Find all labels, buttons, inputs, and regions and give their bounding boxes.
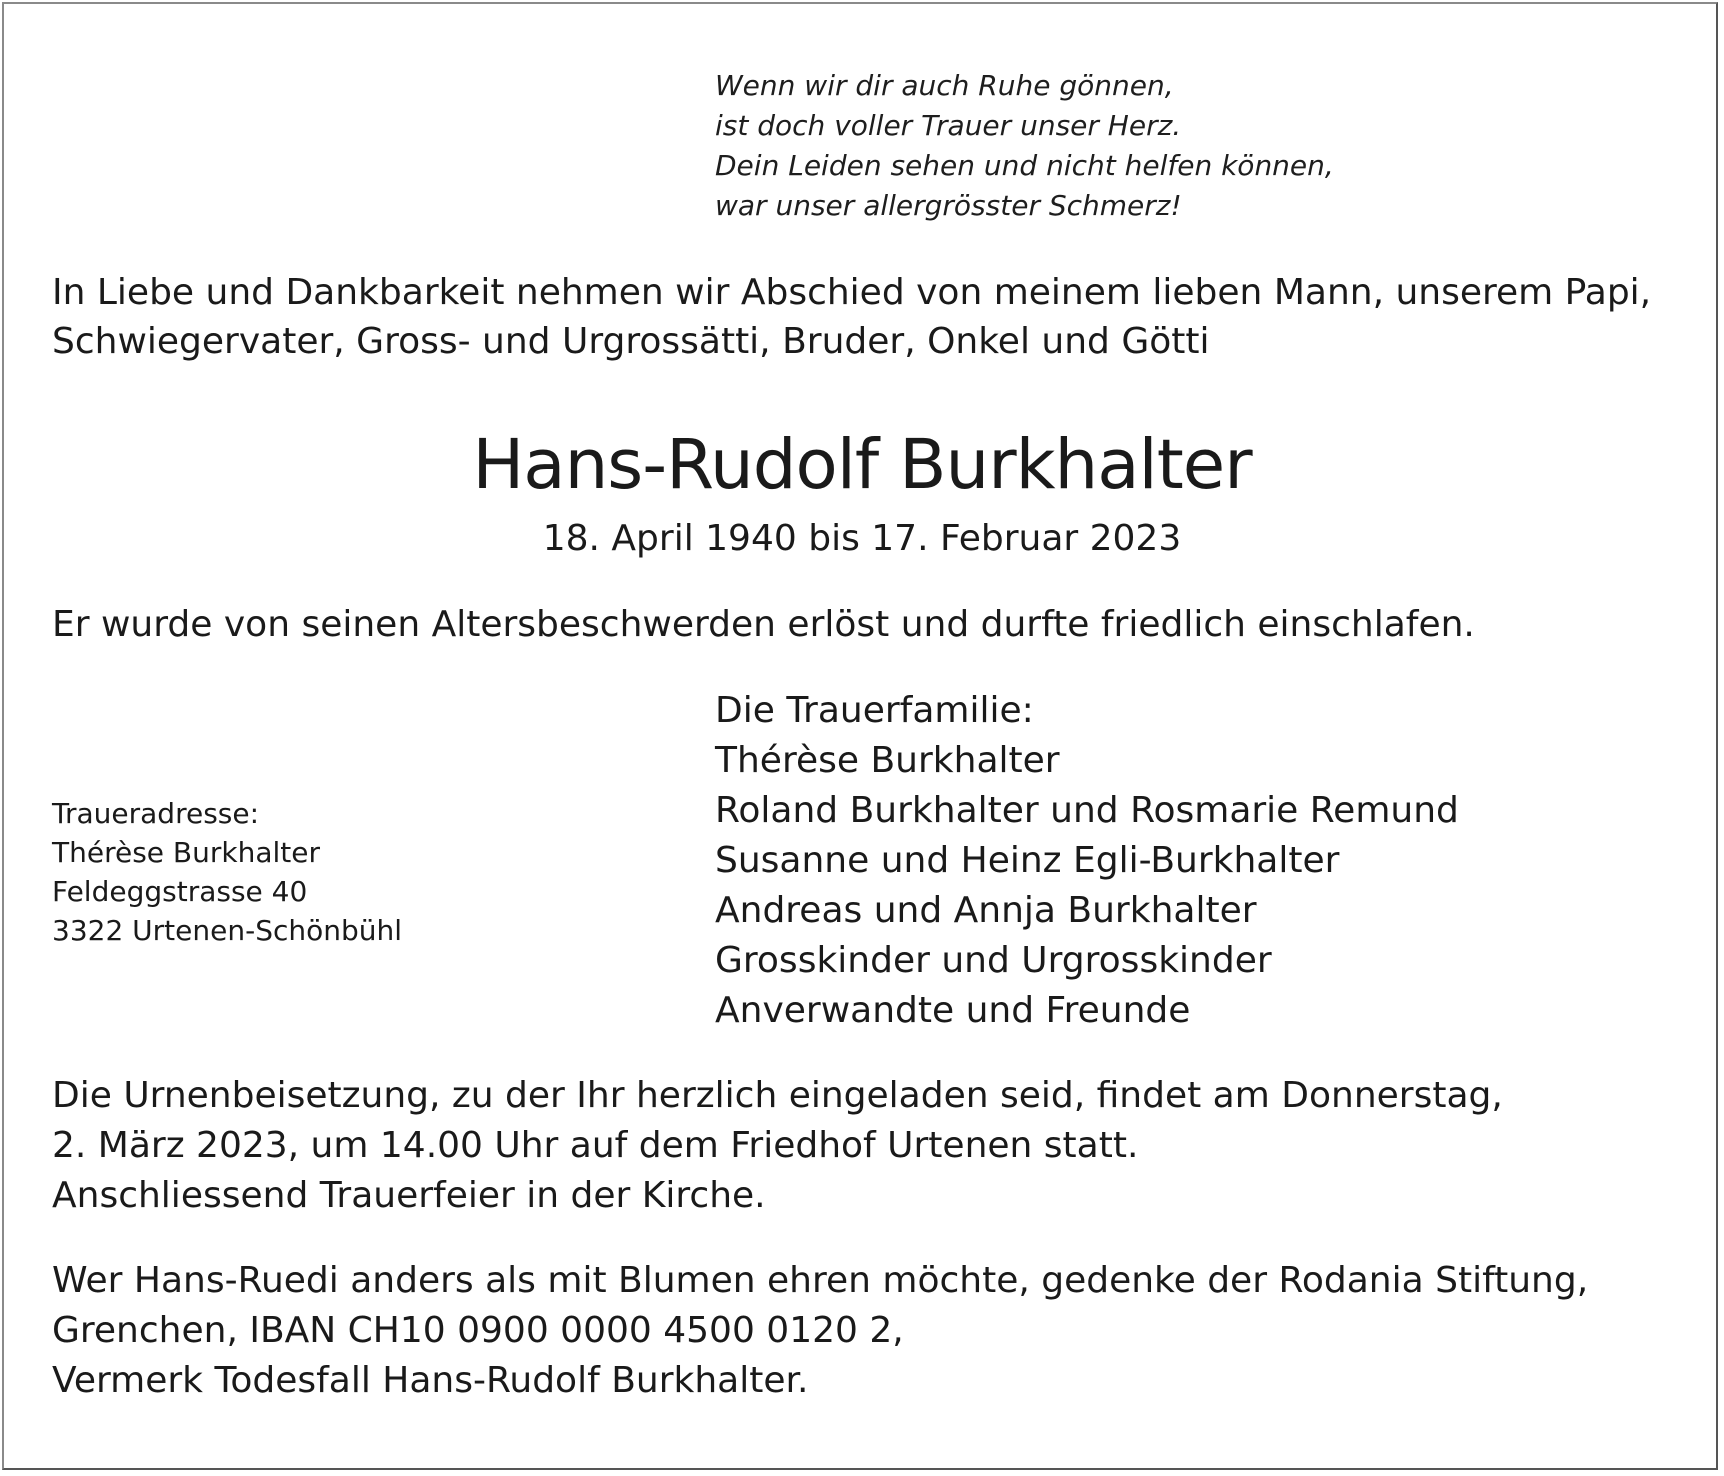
funeral-line: 2. März 2023, um 14.00 Uhr auf dem Friedhof Urtenen statt. [52,1125,1139,1166]
intro-line: Schwiegervater, Gross- und Urgrossätti, Bruder, Onkel und Götti [52,321,1210,362]
donation-line: Wer Hans-Ruedi anders als mit Blumen ehren möchte, gedenke der Rodania Stiftung, [52,1260,1589,1301]
donation-info [52,1256,1588,1406]
family-member: Roland Burkhalter und Rosmarie Remund [715,790,1459,831]
address-name: Thérèse Burkhalter [52,836,320,869]
mourning-address [52,794,402,950]
family-member: Andreas und Annja Burkhalter [715,890,1257,931]
poem-line: ist doch voller Trauer unser Herz. [715,109,1182,142]
mourning-family [715,686,1459,1036]
address-label: Traueradresse: [52,797,260,830]
family-member: Susanne und Heinz Egli-Burkhalter [715,840,1340,881]
poem-line: Dein Leiden sehen und nicht helfen können, [715,149,1334,182]
life-dates: 18. April 1940 bis 17. Februar 2023 [542,518,1182,559]
poem [715,66,1334,226]
family-member: Thérèse Burkhalter [715,740,1060,781]
address-city: 3322 Urtenen-Schönbühl [52,914,403,947]
funeral-line: Anschliessend Trauerfeier in der Kirche. [52,1175,766,1216]
address-street: Feldeggstrasse 40 [52,875,308,908]
family-member: Grosskinder und Urgrosskinder [715,940,1272,981]
deceased-name: Hans-Rudolf Burkhalter [472,425,1252,505]
intro-line: In Liebe und Dankbarkeit nehmen wir Abschied von meinem lieben Mann, unserem Papi, [52,272,1652,313]
family-heading: Die Trauerfamilie: [715,690,1034,731]
family-member: Anverwandte und Freunde [715,990,1191,1031]
donation-line: Grenchen, IBAN CH10 0900 0000 4500 0120 2, [52,1310,904,1351]
funeral-info [52,1071,1503,1221]
donation-line: Vermerk Todesfall Hans-Rudolf Burkhalter. [52,1360,809,1401]
relief-sentence: Er wurde von seinen Altersbeschwerden erlöst und durfte friedlich einschlafen. [52,604,1475,645]
poem-line: Wenn wir dir auch Ruhe gönnen, [715,69,1174,102]
poem-line: war unser allergrösster Schmerz! [715,189,1182,222]
funeral-line: Die Urnenbeisetzung, zu der Ihr herzlich eingeladen seid, findet am Donnerstag, [52,1075,1503,1116]
intro-paragraph [52,268,1651,366]
